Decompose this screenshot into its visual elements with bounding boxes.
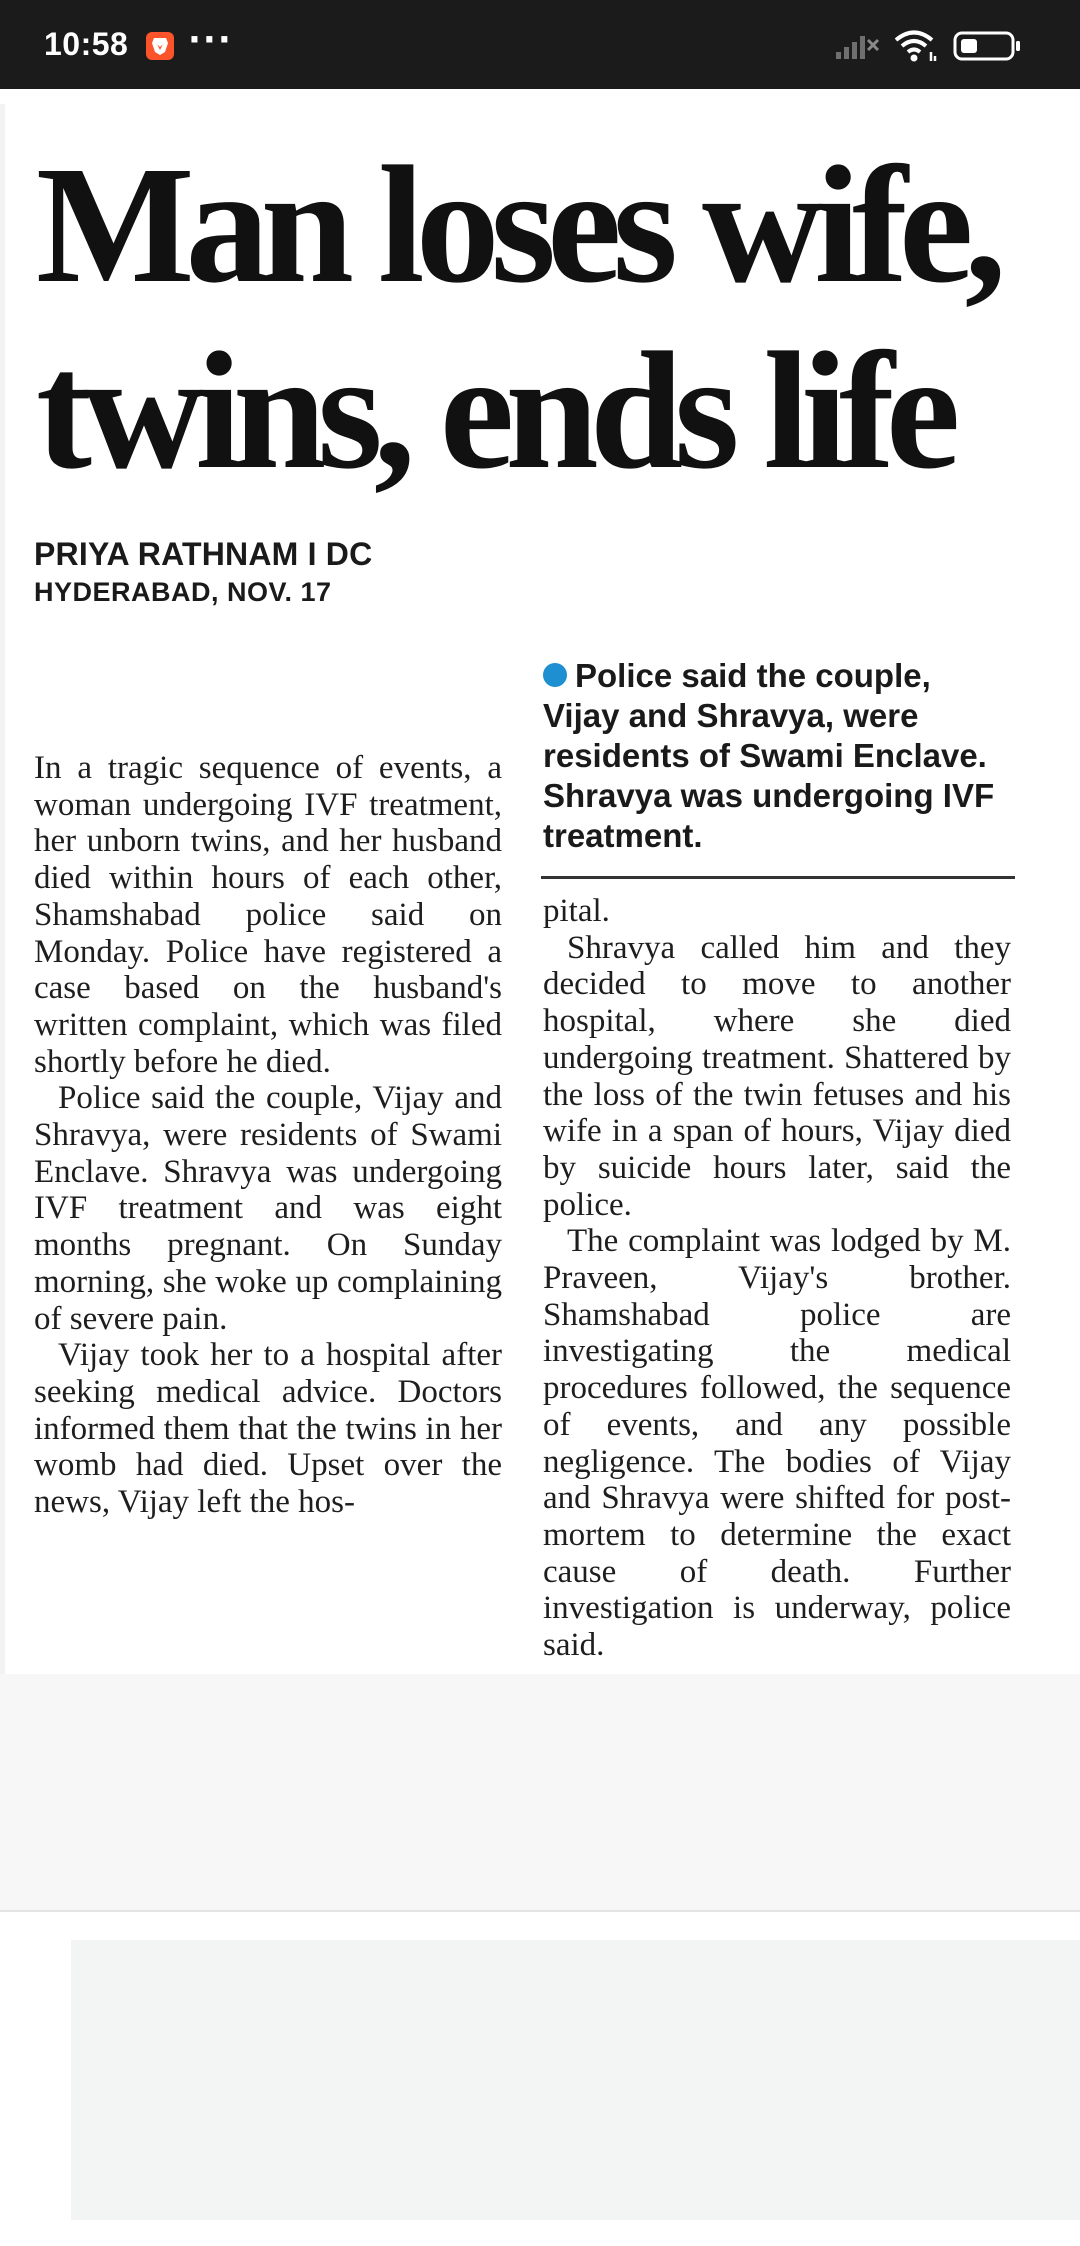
more-notifications-indicator: ··· [188, 20, 233, 60]
ad-placeholder[interactable] [71, 1940, 1080, 2220]
pull-quote [543, 656, 1013, 856]
article-paragraph: Vijay took her to a hospital after seeking medical advice. Doctors informed them that the twins in her womb had died. Upset over the news, Vijay left the hos- [34, 1337, 502, 1521]
pull-quote-divider [541, 876, 1015, 879]
article-headline: Man loses wife, twins, ends life [36, 132, 998, 504]
signal-no-service-icon [836, 32, 880, 65]
battery-icon [953, 30, 1023, 67]
image-bottom-padding [0, 1674, 1080, 1910]
status-bar [0, 0, 1080, 89]
viewer-top-margin [0, 89, 1080, 104]
newspaper-clipping[interactable] [0, 104, 1080, 1674]
article-dateline: HYDERABAD, NOV. 17 [34, 577, 332, 607]
bullet-dot-icon [543, 663, 567, 687]
wifi-icon [893, 30, 939, 69]
article-byline: PRIYA RATHNAM I DC [34, 536, 373, 572]
article-column-left [34, 750, 502, 1521]
article-paragraph: pital. [543, 893, 610, 929]
article-column-right [543, 893, 1011, 1664]
clipping-edge [0, 104, 5, 1674]
article-paragraph: The complaint was lodged by M. Praveen, Vijay's brother. Shamshabad police are investigating the medical procedures followed, the sequence of events, and any possible negligence. The bodies of Vijay and Shravya were shifted for post-mortem to determine the exact cause of death. Further investigation is underway, police said. [543, 1223, 1011, 1664]
article-paragraph: Police said the couple, Vijay and Shravya, were residents of Swami Enclave. Shravya was undergoing IVF treatment and was eight months pregnant. On Sunday morning, she woke up complaining of severe pain. [34, 1080, 502, 1337]
article-paragraph: Shravya called him and they decided to move to another hospital, where she died undergoing treatment. Shattered by the loss of the twin fetuses and his wife in a span of hours, Vijay died by suicide hours later, said the police. [543, 929, 1011, 1223]
article-paragraph: In a tragic sequence of events, a woman undergoing IVF treatment, her unborn twins, and her husband died within hours of each other, Shamshabad police said on Monday. Police have registered a case based on the husband's written complaint, which was filed shortly before he died. [34, 750, 502, 1080]
status-time: 10:58 [44, 26, 129, 62]
brave-browser-icon [146, 32, 174, 60]
pull-quote-text: Police said the couple, Vijay and Shravya, were residents of Swami Enclave. Shravya was undergoing IVF treatment. [543, 657, 995, 854]
